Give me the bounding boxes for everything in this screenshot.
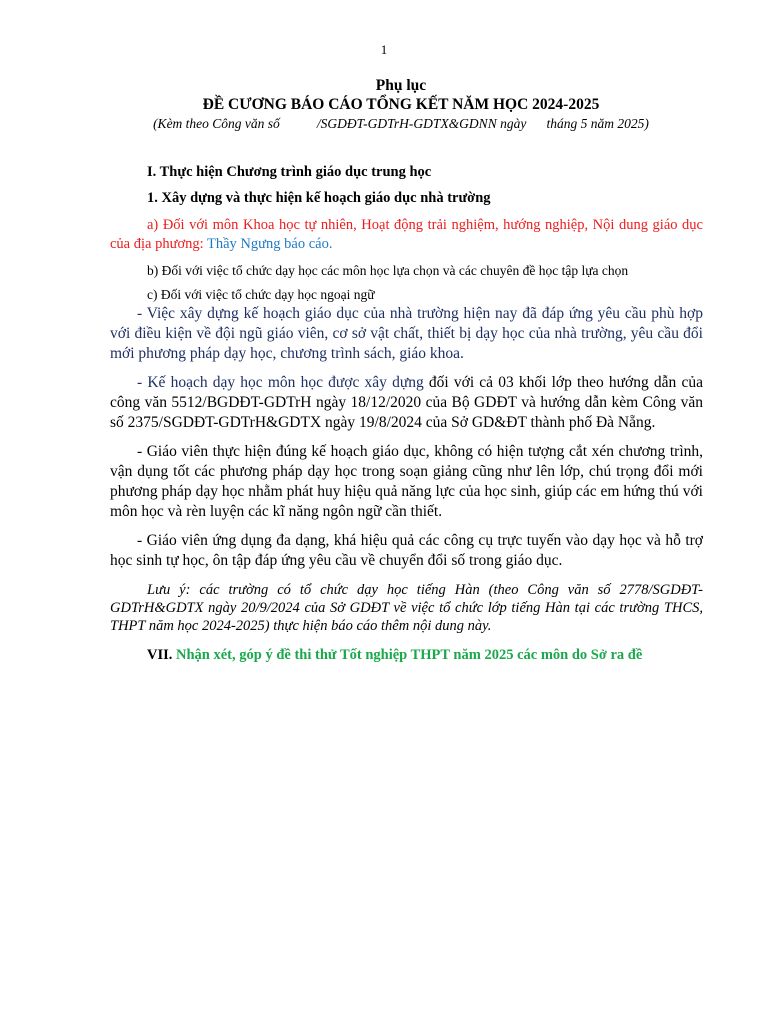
paragraph-plan-building: - Việc xây dựng kế hoạch giáo dục của nhà trường hiện nay đã đáp ứng yêu cầu phù hợp với điều kiện về đội ngũ giáo viên, cơ sở vật chất, thiết bị dạy học của nhà trường, yêu cầu đổi mới phương pháp dạy học, chương trình sách, giáo khoa.	[110, 305, 703, 362]
paragraph-teaching-plan	[110, 373, 703, 433]
item-c-paragraph: c) Đối với việc tổ chức dạy học ngoại ngữ	[147, 287, 375, 302]
subtitle: (Kèm theo Công văn số /SGDĐT-GDTrH-GDTX&GDNN ngày tháng 5 năm 2025)	[153, 116, 649, 131]
note-korean-teaching: Lưu ý: các trường có tổ chức dạy học tiếng Hàn (theo Công văn số 2778/SGDĐT-GDTrH&GDTX ngày 20/9/2024 của Sở GDĐT về việc tổ chức lớp tiếng Hàn tại các trường THCS, THPT năm học 2024-2025) thực hiện báo cáo thêm nội dung này.	[110, 582, 703, 634]
subsection-1-heading: 1. Xây dựng và thực hiện kế hoạch giáo dục nhà trường	[147, 190, 491, 206]
document-header	[90, 76, 712, 133]
section-vii-heading	[110, 645, 703, 665]
main-title: ĐỀ CƯƠNG BÁO CÁO TỔNG KẾT NĂM HỌC 2024-2025	[202, 96, 600, 113]
item-a-text: a) Đối với môn Khoa học tự nhiên, Hoạt động trải nghiệm, hướng nghiệp, Nội dung giáo dục của địa phương:	[110, 217, 703, 252]
paragraph-teaching-plan-rest: đối với cả 03 khối lớp theo hướng dẫn của công văn 5512/BGDĐT-GDTrH ngày 18/12/2020 của Bộ GDĐT và hướng dẫn kèm Công văn số 2375/SGDĐT-GDTrH&GDTX ngày 19/8/2024 của Sở GD&ĐT thành phố Đà Nẵng.	[110, 374, 703, 431]
item-a-assignee: Thầy Ngưng báo cáo.	[207, 236, 333, 252]
item-a-paragraph	[110, 216, 703, 254]
paragraph-online-tools: - Giáo viên ứng dụng đa dạng, khá hiệu quả các công cụ trực tuyến vào dạy học và hỗ trợ học sinh tự học, ôn tập đáp ứng yêu cầu về chuyển đổi số trong giáo dục.	[110, 532, 703, 569]
section-i-heading: I. Thực hiện Chương trình giáo dục trung học	[147, 164, 432, 180]
section-vii-text: Nhận xét, góp ý đề thi thử Tốt nghiệp THPT năm 2025 các môn do Sở ra đề	[176, 647, 643, 663]
paragraph-teacher-implementation: - Giáo viên thực hiện đúng kế hoạch giáo dục, không có hiện tượng cắt xén chương trình, vận dụng tốt các phương pháp dạy học trong soạn giảng cũng như lên lớp, chú trọng đổi mới phương pháp dạy học nhằm phát huy hiệu quả năng lực của học sinh, giúp các em hứng thú với môn học và rèn luyện các kĩ năng ngôn ngữ cần thiết.	[110, 443, 703, 520]
section-vii-label: VII.	[147, 647, 177, 663]
document-body	[110, 160, 703, 665]
page-number: 1	[380, 42, 388, 57]
item-b-paragraph: b) Đối với việc tổ chức dạy học các môn học lựa chọn và các chuyên đề học tập lựa chọn	[147, 263, 629, 278]
appendix-title: Phụ lục	[375, 77, 427, 94]
paragraph-teaching-plan-lead: - Kế hoạch dạy học môn học được xây dựng	[137, 374, 424, 391]
